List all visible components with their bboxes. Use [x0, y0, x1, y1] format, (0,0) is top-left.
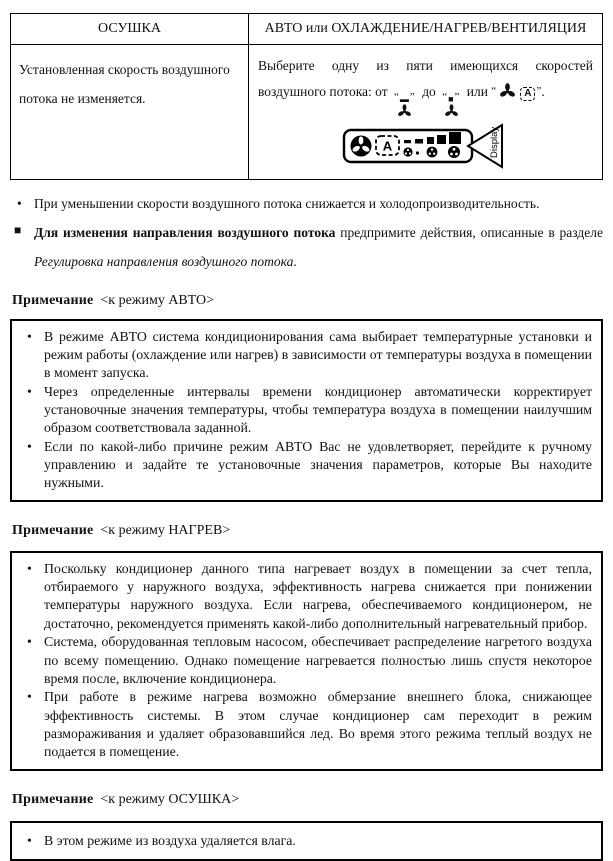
list-item: • Поскольку кондиционер данного типа нагревает воздух в помещении за счет тепла, отбираемого у наружного воздуха, эффективность нагрева снижается при понижении температуры наружного воздуха. Если нагрева, обеспечиваемого кондиционером, не достаточно, рекомендуется применять какой-либо дополнительный нагревательный прибор. [18, 560, 592, 633]
fan-icon [499, 83, 516, 100]
fan-speed-instruction [258, 53, 593, 119]
table-row [11, 45, 603, 180]
period: . [541, 83, 545, 99]
bullet-text-end: . [293, 253, 297, 269]
note-subtitle: <к режиму НАГРЕВ> [100, 522, 231, 538]
note-box-heat [10, 551, 603, 771]
auto-mode-cell [249, 45, 603, 180]
fan-speed-max-icon: “■” [442, 92, 460, 119]
note-heading-auto [12, 293, 603, 309]
list-item [10, 218, 603, 276]
quote-close: ” [536, 84, 542, 97]
auto-swing-icon: A [520, 87, 535, 101]
dry-mode-cell-text: Установленная скорость воздушного потока не изменяется. [19, 62, 230, 107]
fan-speed-instruction-text: Выберите одну из пяти имеющихся скоростей воздушного потока: от [258, 58, 593, 99]
note-title: Примечание [12, 522, 94, 538]
list-item: • В этом режиме из воздуха удаляется влага. [18, 830, 592, 852]
fan-auto-icon [499, 83, 516, 100]
note-subtitle: <к режиму ОСУШКА> [100, 791, 240, 807]
list-item [10, 189, 603, 218]
note-heading-heat [12, 523, 603, 539]
note-subtitle: <к режиму АВТО> [100, 292, 214, 308]
fan-icon [350, 135, 371, 156]
table-header-auto-modes: АВТО или ОХЛАЖДЕНИЕ/НАГРЕВ/ВЕНТИЛЯЦИЯ [249, 14, 603, 45]
auto-swing-icon [376, 136, 399, 155]
table-header-dry-mode: ОСУШКА [11, 14, 249, 45]
list-item: • Система, оборудованная тепловым насосом, обеспечивает распределение нагретого воздуха по всему помещению. Однако помещение нагревается полностью лишь спустя некоторое время после, включение кондиционера. [18, 633, 592, 688]
list-item: • При работе в режиме нагрева возможно обмерзание внешнего блока, снижающее эффективность системы. В этом случае кондиционер сам переходит в режим размораживания и удаляет образовавшийся лед. Во время этого режима теплый воздух не подается в помещение. [18, 688, 592, 761]
note-heading-dry [12, 792, 603, 808]
bullet-bold-text: Для изменения направления воздушного потока [34, 224, 336, 240]
remote-display-graphic [258, 123, 593, 173]
svg-text:Display: Display [488, 126, 500, 158]
fan-speed-display-graphic [342, 123, 510, 169]
display-arrow [468, 125, 502, 167]
bullet-italic-text: Регулировка направления воздушного потока [34, 253, 294, 269]
note-title: Примечание [12, 791, 94, 807]
word-to: до [422, 83, 436, 99]
bullet-text: предпримите действия, описанные в разделе [335, 224, 603, 240]
fan-icon [397, 104, 412, 119]
dry-mode-cell [11, 45, 249, 180]
fan-speed-min-icon: “▬” [394, 92, 416, 119]
note-box-auto [10, 319, 603, 502]
bullet-text: При уменьшении скорости воздушного потока снижается и холодопроизводительность. [34, 195, 540, 211]
list-item: • Через определенные интервалы времени кондиционер автоматически корректирует установочные значения температуры, чтобы температура воздуха в помещении наилучшим образом соответствовала заданной. [18, 383, 592, 438]
list-item: • В режиме АВТО система кондиционирования сама выбирает температурные установки и режим работы (охлаждение или нагрев) в зависимости от температуры воздуха в помещении в момент запуска. [18, 328, 592, 383]
quote-open: “ [491, 84, 497, 97]
list-item: • Если по какой-либо причине режим АВТО Вас не удовлетворяет, перейдите к ручному управлению и задайте те установочные значения параметров, которые Вы находите нужными. [18, 438, 592, 493]
word-or: или [466, 83, 488, 99]
note-title: Примечание [12, 292, 94, 308]
svg-text:A: A [382, 138, 392, 154]
fan-icon [444, 104, 459, 119]
intro-bullet-list [10, 189, 603, 276]
note-box-dry [10, 821, 603, 861]
mode-comparison-table [10, 13, 603, 180]
